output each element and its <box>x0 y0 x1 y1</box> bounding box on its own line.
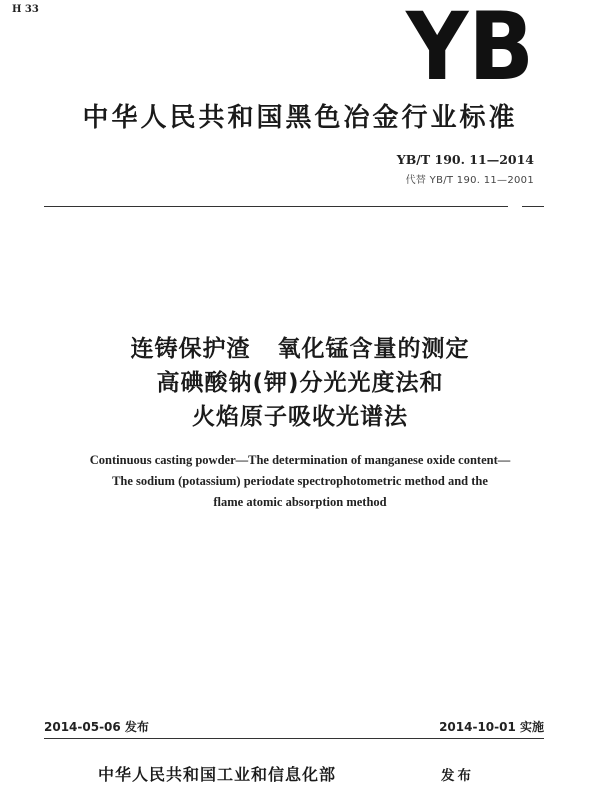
header-divider-gap <box>508 205 522 208</box>
chinese-title-line-2: 高碘酸钠(钾)分光光度法和 <box>156 370 444 396</box>
english-title-line-3: flame atomic absorption method <box>213 495 387 509</box>
issuer-action: 发布 <box>441 768 474 784</box>
yb-logo-text: YB <box>405 6 534 84</box>
issue-date: 2014-05-06 发布 <box>44 720 149 734</box>
header-divider <box>44 206 544 207</box>
chinese-title-line-3: 火焰原子吸收光谱法 <box>192 404 408 430</box>
chinese-title-line-1: 连铸保护渣 氧化锰含量的测定 <box>130 336 470 362</box>
standard-number: YB/T 190. 11—2014 <box>396 152 534 167</box>
english-title-line-2: The sodium (potassium) periodate spectrophotometric method and the <box>112 474 488 488</box>
ics-code: H 33 <box>12 4 39 15</box>
replaces-standard: 代替 YB/T 190. 11—2001 <box>405 175 534 186</box>
implementation-date: 2014-10-01 实施 <box>439 720 544 734</box>
footer-divider <box>44 738 544 739</box>
standard-category-title: 中华人民共和国黑色冶金行业标准 <box>82 103 518 133</box>
english-title-line-1: Continuous casting powder—The determination of manganese oxide content— <box>89 453 511 467</box>
yb-logo <box>405 6 535 84</box>
issuing-authority: 中华人民共和国工业和信息化部 <box>98 765 337 784</box>
